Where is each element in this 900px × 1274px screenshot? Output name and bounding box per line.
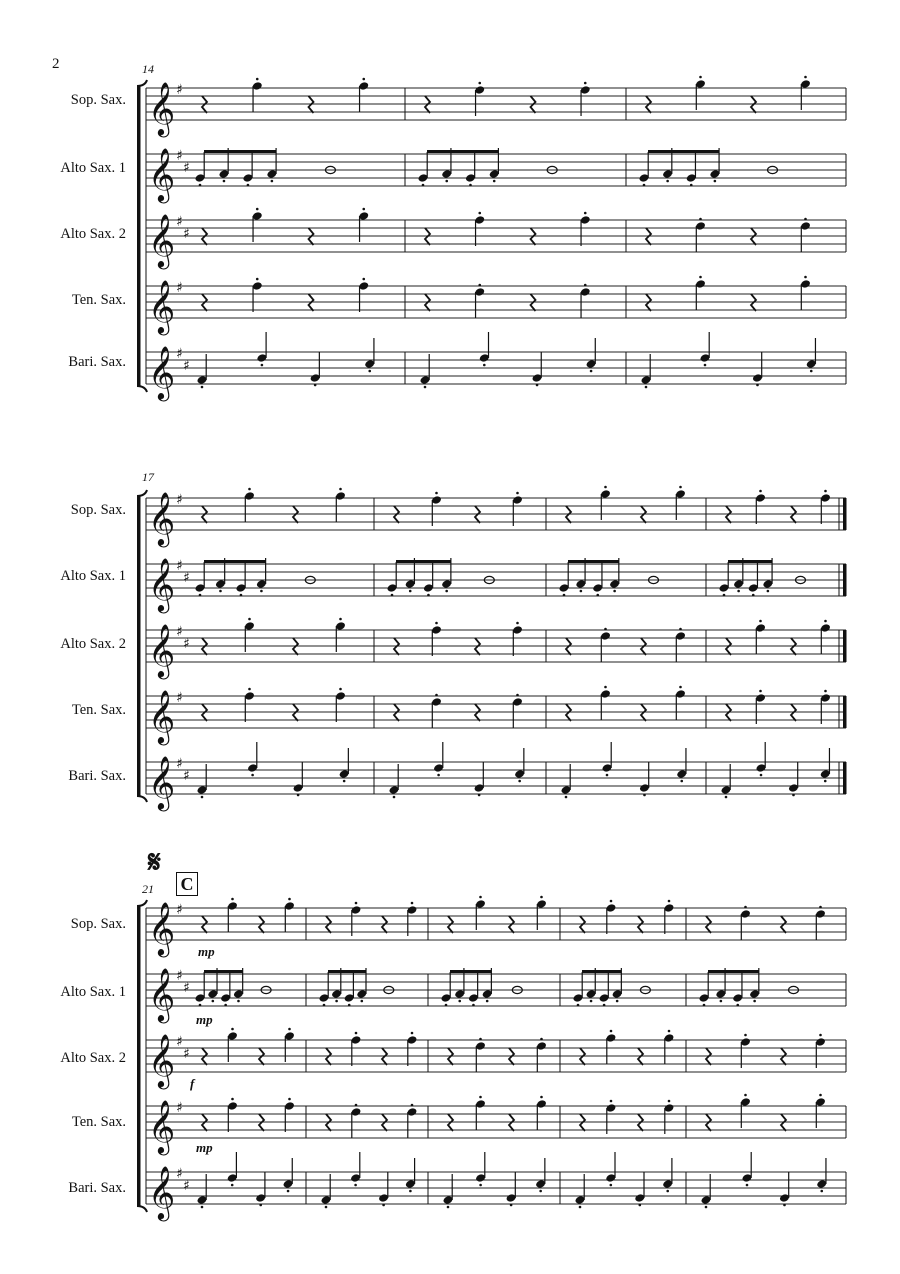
sharp-sign: ♯: [176, 346, 183, 362]
staccato-dot: [355, 1032, 358, 1035]
sharp-sign: ♯: [176, 902, 183, 918]
staccato-dot: [343, 780, 346, 783]
staccato-dot: [540, 1038, 543, 1041]
staccato-dot: [297, 794, 300, 797]
staccato-dot: [479, 1038, 482, 1041]
final-barline: [843, 498, 846, 530]
treble-clef: 𝄞: [148, 1099, 176, 1153]
staccato-dot: [679, 686, 682, 689]
treble-clef: 𝄞: [148, 345, 176, 399]
staccato-dot: [737, 590, 740, 593]
staccato-dot: [231, 898, 234, 901]
measure-number: 17: [142, 470, 154, 484]
staccato-dot: [435, 622, 438, 625]
staccato-dot: [362, 278, 365, 281]
staccato-dot: [339, 688, 342, 691]
staccato-dot: [199, 594, 202, 597]
staccato-dot: [287, 1190, 290, 1193]
staccato-dot: [201, 1206, 204, 1209]
staccato-dot: [804, 276, 807, 279]
staccato-dot: [590, 370, 593, 373]
staccato-dot: [472, 1004, 475, 1007]
instrument-label-alto1: Alto Sax. 1: [60, 160, 126, 176]
staccato-dot: [604, 686, 607, 689]
treble-clef: 𝄞: [148, 279, 176, 333]
beam: [427, 150, 498, 153]
treble-clef: 𝄞: [148, 213, 176, 267]
measure-number: 21: [142, 882, 154, 896]
sharp-sign: ♯: [183, 1178, 190, 1194]
treble-clef: 𝄞: [148, 491, 176, 545]
sharp-sign: ♯: [183, 160, 190, 176]
instrument-label-ten: Ten. Sax.: [71, 292, 126, 308]
staccato-dot: [231, 1028, 234, 1031]
instrument-label-bari: Bari. Sax.: [68, 354, 126, 370]
beam: [648, 150, 719, 153]
staccato-dot: [247, 184, 250, 187]
staccato-dot: [759, 620, 762, 623]
staccato-dot: [355, 1104, 358, 1107]
rehearsal-mark: C: [176, 872, 198, 896]
staccato-dot: [478, 212, 481, 215]
staccato-dot: [666, 180, 669, 183]
staccato-dot: [355, 902, 358, 905]
staccato-dot: [604, 628, 607, 631]
instrument-label-alto2: Alto Sax. 2: [60, 226, 126, 242]
staccato-dot: [819, 1094, 822, 1097]
staccato-dot: [704, 364, 707, 367]
staccato-dot: [783, 1204, 786, 1207]
staccato-dot: [746, 1184, 749, 1187]
staccato-dot: [411, 1104, 414, 1107]
staccato-dot: [760, 774, 763, 777]
beam: [204, 970, 242, 973]
staccato-dot: [744, 1094, 747, 1097]
staccato-dot: [199, 1004, 202, 1007]
staccato-dot: [679, 628, 682, 631]
staccato-dot: [248, 688, 251, 691]
sharp-sign: ♯: [176, 214, 183, 230]
staccato-dot: [478, 82, 481, 85]
staccato-dot: [422, 184, 425, 187]
staccato-dot: [486, 1000, 489, 1003]
staccato-dot: [610, 1100, 613, 1103]
staccato-dot: [445, 180, 448, 183]
sharp-sign: ♯: [176, 148, 183, 164]
staccato-dot: [668, 900, 671, 903]
beam: [328, 970, 366, 973]
staccato-dot: [590, 1000, 593, 1003]
staccato-dot: [469, 184, 472, 187]
staccato-dot: [518, 780, 521, 783]
staccato-dot: [759, 490, 762, 493]
staccato-dot: [610, 1184, 613, 1187]
instrument-label-bari: Bari. Sax.: [68, 768, 126, 784]
staccato-dot: [613, 590, 616, 593]
instrument-label-alto1: Alto Sax. 1: [60, 568, 126, 584]
sharp-sign: ♯: [176, 558, 183, 574]
instrument-label-alto2: Alto Sax. 2: [60, 636, 126, 652]
staccato-dot: [339, 488, 342, 491]
staccato-dot: [736, 1004, 739, 1007]
staccato-dot: [610, 900, 613, 903]
staccato-dot: [271, 180, 274, 183]
beam: [204, 150, 276, 153]
staccato-dot: [479, 896, 482, 899]
beam: [568, 560, 619, 563]
staccato-dot: [584, 284, 587, 287]
staccato-dot: [335, 1000, 338, 1003]
staccato-dot: [744, 906, 747, 909]
staccato-dot: [493, 180, 496, 183]
bracket-hook: [137, 900, 147, 906]
staccato-dot: [201, 386, 204, 389]
staccato-dot: [596, 594, 599, 597]
sharp-sign: ♯: [176, 690, 183, 706]
beam: [450, 970, 491, 973]
staccato-dot: [824, 780, 827, 783]
sharp-sign: ♯: [176, 1166, 183, 1182]
sharp-sign: ♯: [176, 624, 183, 640]
staccato-dot: [256, 278, 259, 281]
staccato-dot: [354, 1184, 357, 1187]
sharp-sign: ♯: [183, 636, 190, 652]
staccato-dot: [767, 590, 770, 593]
staccato-dot: [753, 1000, 756, 1003]
staccato-dot: [256, 208, 259, 211]
staccato-dot: [819, 1034, 822, 1037]
instrument-label-alto1: Alto Sax. 1: [60, 984, 126, 1000]
staccato-dot: [792, 794, 795, 797]
dynamic-marking: mp: [196, 1012, 213, 1027]
staccato-dot: [411, 902, 414, 905]
staccato-dot: [288, 1098, 291, 1101]
staccato-dot: [540, 896, 543, 899]
staccato-dot: [288, 898, 291, 901]
staccato-dot: [447, 1206, 450, 1209]
staccato-dot: [288, 1028, 291, 1031]
staccato-dot: [445, 1004, 448, 1007]
staccato-dot: [645, 386, 648, 389]
sharp-sign: ♯: [183, 768, 190, 784]
staccato-dot: [199, 184, 202, 187]
staccato-dot: [759, 690, 762, 693]
treble-clef: 𝄞: [148, 755, 176, 809]
sharp-sign: ♯: [183, 980, 190, 996]
staccato-dot: [703, 1004, 706, 1007]
staccato-dot: [699, 276, 702, 279]
staccato-dot: [536, 384, 539, 387]
sharp-sign: ♯: [176, 968, 183, 984]
instrument-label-bari: Bari. Sax.: [68, 1180, 126, 1196]
beam: [582, 970, 621, 973]
staccato-dot: [820, 1190, 823, 1193]
beam: [396, 560, 451, 563]
beam: [708, 970, 759, 973]
staccato-dot: [382, 1204, 385, 1207]
staccato-dot: [565, 796, 568, 799]
treble-clef: 𝄞: [148, 689, 176, 743]
staccato-dot: [409, 590, 412, 593]
staccato-dot: [752, 594, 755, 597]
staccato-dot: [539, 1190, 542, 1193]
instrument-label-ten: Ten. Sax.: [71, 1114, 126, 1130]
staccato-dot: [259, 1204, 262, 1207]
staccato-dot: [325, 1206, 328, 1209]
staccato-dot: [391, 594, 394, 597]
staccato-dot: [437, 774, 440, 777]
staccato-dot: [231, 1098, 234, 1101]
staccato-dot: [201, 796, 204, 799]
dynamic-marking: mp: [198, 944, 215, 959]
sharp-sign: ♯: [183, 570, 190, 586]
staccato-dot: [639, 1204, 642, 1207]
instrument-label-ten: Ten. Sax.: [71, 702, 126, 718]
treble-clef: 𝄞: [148, 557, 176, 611]
segno-sign: 𝄋: [148, 846, 161, 879]
final-barline: [843, 630, 846, 662]
staccato-dot: [516, 622, 519, 625]
dynamic-marking: mp: [196, 1140, 213, 1155]
staccato-dot: [435, 694, 438, 697]
staccato-dot: [714, 180, 717, 183]
staccato-dot: [458, 1000, 461, 1003]
sharp-sign: ♯: [176, 1034, 183, 1050]
staccato-dot: [804, 218, 807, 221]
sharp-sign: ♯: [176, 756, 183, 772]
staccato-dot: [251, 774, 254, 777]
staccato-dot: [212, 1000, 215, 1003]
staccato-dot: [483, 364, 486, 367]
staccato-dot: [224, 1004, 227, 1007]
system-bracket: [137, 86, 141, 386]
bracket-hook: [137, 1206, 147, 1212]
staccato-dot: [540, 1096, 543, 1099]
staccato-dot: [579, 1206, 582, 1209]
staccato-dot: [478, 794, 481, 797]
staccato-dot: [643, 184, 646, 187]
staccato-dot: [348, 1004, 351, 1007]
sharp-sign: ♯: [176, 280, 183, 296]
sharp-sign: ♯: [176, 82, 183, 98]
staccato-dot: [240, 594, 243, 597]
staccato-dot: [804, 76, 807, 79]
staccato-dot: [435, 492, 438, 495]
staccato-dot: [577, 1004, 580, 1007]
staccato-dot: [260, 590, 263, 593]
staccato-dot: [362, 78, 365, 81]
staccato-dot: [616, 1000, 619, 1003]
staccato-dot: [680, 780, 683, 783]
measure-number: 14: [142, 62, 154, 76]
staccato-dot: [314, 384, 317, 387]
staccato-dot: [237, 1000, 240, 1003]
staccato-dot: [606, 774, 609, 777]
staccato-dot: [339, 618, 342, 621]
treble-clef: 𝄞: [148, 81, 176, 135]
final-barline: [843, 696, 846, 728]
system-bracket: [137, 496, 141, 796]
instrument-label-sop: Sop. Sax.: [70, 916, 126, 932]
staccato-dot: [643, 794, 646, 797]
page-number: 2: [52, 56, 60, 72]
instrument-label-alto2: Alto Sax. 2: [60, 1050, 126, 1066]
staccato-dot: [510, 1204, 513, 1207]
staccato-dot: [231, 1184, 234, 1187]
treble-clef: 𝄞: [148, 1165, 176, 1219]
staccato-dot: [584, 82, 587, 85]
staccato-dot: [516, 492, 519, 495]
staccato-dot: [723, 594, 726, 597]
staccato-dot: [610, 1030, 613, 1033]
staccato-dot: [256, 78, 259, 81]
staccato-dot: [824, 490, 827, 493]
staccato-dot: [668, 1100, 671, 1103]
sharp-sign: ♯: [183, 226, 190, 242]
staccato-dot: [445, 590, 448, 593]
treble-clef: 𝄞: [148, 147, 176, 201]
staccato-dot: [666, 1190, 669, 1193]
staccato-dot: [361, 1000, 364, 1003]
staccato-dot: [516, 694, 519, 697]
staccato-dot: [810, 370, 813, 373]
sharp-sign: ♯: [183, 1046, 190, 1062]
dynamic-marking: f: [190, 1076, 195, 1091]
staccato-dot: [479, 1184, 482, 1187]
bracket-hook: [137, 490, 147, 496]
staccato-dot: [744, 1034, 747, 1037]
staccato-dot: [427, 594, 430, 597]
staccato-dot: [668, 1030, 671, 1033]
bracket-hook: [137, 80, 147, 86]
staccato-dot: [824, 690, 827, 693]
staccato-dot: [819, 906, 822, 909]
staccato-dot: [824, 620, 827, 623]
staccato-dot: [584, 212, 587, 215]
staccato-dot: [563, 594, 566, 597]
staccato-dot: [411, 1032, 414, 1035]
treble-clef: 𝄞: [148, 901, 176, 955]
final-barline: [843, 564, 846, 596]
instrument-label-sop: Sop. Sax.: [70, 92, 126, 108]
bracket-hook: [137, 796, 147, 802]
treble-clef: 𝄞: [148, 967, 176, 1021]
staccato-dot: [705, 1206, 708, 1209]
staccato-dot: [323, 1004, 326, 1007]
sharp-sign: ♯: [176, 492, 183, 508]
staccato-dot: [248, 488, 251, 491]
treble-clef: 𝄞: [148, 1033, 176, 1087]
final-barline: [843, 762, 846, 794]
staccato-dot: [479, 1096, 482, 1099]
bracket-hook: [137, 386, 147, 392]
staccato-dot: [219, 590, 222, 593]
staccato-dot: [368, 370, 371, 373]
staccato-dot: [699, 218, 702, 221]
staccato-dot: [756, 384, 759, 387]
instrument-label-sop: Sop. Sax.: [70, 502, 126, 518]
staccato-dot: [248, 618, 251, 621]
system-bracket: [137, 906, 141, 1206]
staccato-dot: [478, 284, 481, 287]
staccato-dot: [679, 486, 682, 489]
staccato-dot: [424, 386, 427, 389]
staccato-dot: [393, 796, 396, 799]
staccato-dot: [223, 180, 226, 183]
beam: [728, 560, 772, 563]
staccato-dot: [409, 1190, 412, 1193]
staccato-dot: [261, 364, 264, 367]
beam: [204, 560, 265, 563]
staccato-dot: [699, 76, 702, 79]
staccato-dot: [580, 590, 583, 593]
staccato-dot: [725, 796, 728, 799]
staccato-dot: [362, 208, 365, 211]
treble-clef: 𝄞: [148, 623, 176, 677]
staccato-dot: [720, 1000, 723, 1003]
staccato-dot: [690, 184, 693, 187]
staccato-dot: [604, 486, 607, 489]
staccato-dot: [603, 1004, 606, 1007]
sharp-sign: ♯: [176, 1100, 183, 1116]
sharp-sign: ♯: [183, 358, 190, 374]
